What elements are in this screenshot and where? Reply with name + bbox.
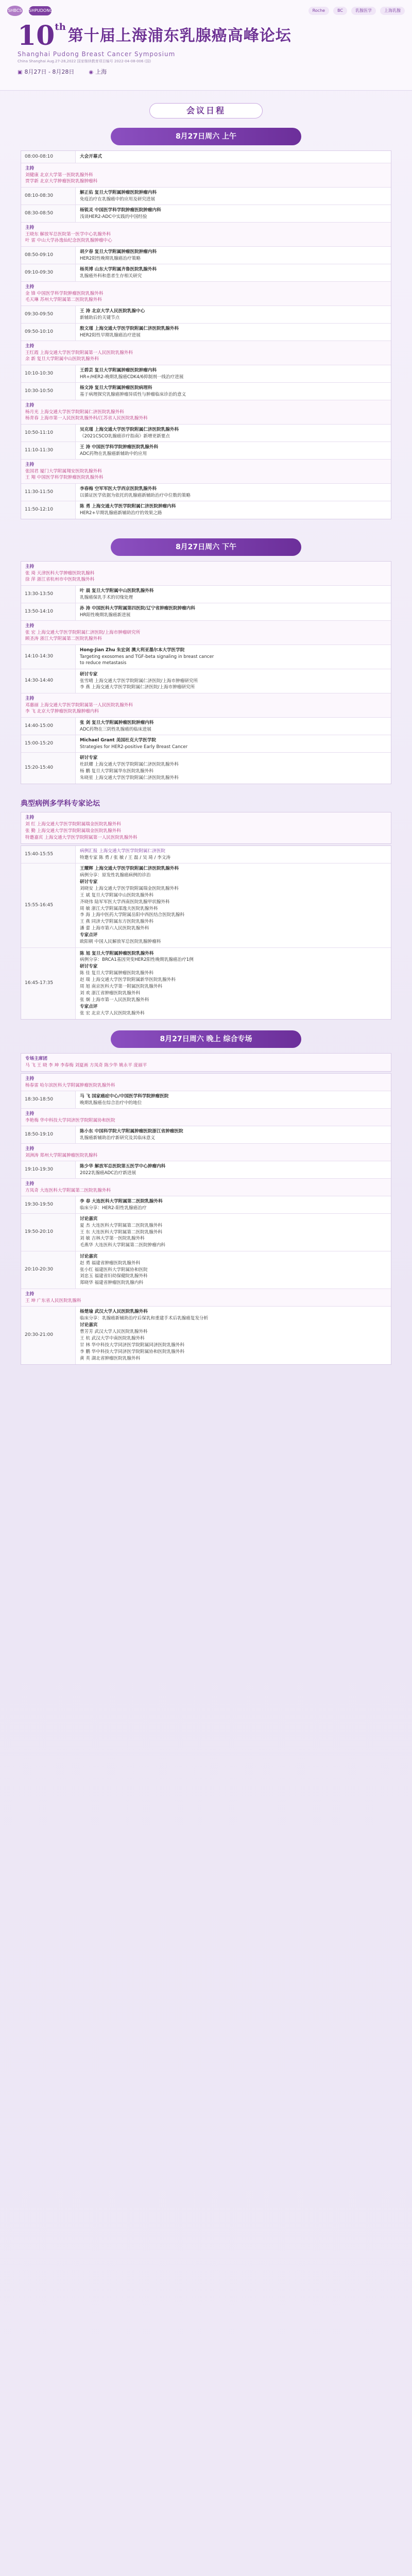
title-row — [18, 20, 394, 52]
agenda-text: 杨月光 上海交通大学医学院附属仁济医院乳腺外科 — [25, 409, 124, 415]
talk-content — [76, 1251, 391, 1289]
agenda-text: 杨青春 上海市第一人民医院乳腺外科/江苏省人民医院乳腺外科 — [25, 416, 148, 421]
time-slot: 13:30-13:50 — [21, 586, 76, 603]
talk-content — [76, 863, 391, 947]
date: ▣ 8月27日 - 8月28日 — [18, 69, 75, 75]
date-location — [18, 68, 107, 77]
agenda-text: 王 涛 北京大学人民医院乳腺中心 — [80, 308, 145, 314]
agenda-text: 潘 蕾 上海市第六人民医院乳腺外科 — [80, 926, 149, 931]
agenda-row — [21, 205, 391, 223]
agenda-text: 主持 — [25, 696, 35, 701]
chair-row — [21, 163, 391, 188]
chair-block — [21, 1289, 391, 1306]
agenda-text: 孙 涛 中国医科大学附属第四医院/辽宁省肿瘤医院肿瘤内科 — [80, 605, 195, 611]
agenda-text: HR阳性晚期乳腺癌新进展 — [80, 612, 131, 618]
time-slot: 19:50-20:10 — [21, 1214, 76, 1251]
chair-block — [21, 1179, 391, 1196]
chair-row — [21, 621, 391, 645]
agenda-row — [21, 501, 391, 519]
time-slot: 13:50-14:10 — [21, 603, 76, 620]
agenda-text: Hong-Jian Zhu 朱宏剑 澳大利亚墨尔本大学医学院 — [80, 647, 185, 653]
agenda-text: 毛燕华 大连医科大学附属第二医院肿瘤内科 — [80, 1243, 166, 1248]
agenda-text: 专场主席团 — [25, 1056, 47, 1062]
agenda-text: 陈 勇 上海交通大学医学院附属仁济医院肿瘤内科 — [80, 504, 176, 510]
agenda-row — [21, 324, 391, 341]
agenda-text: 王 翔 中国医学科学院肿瘤医院乳腺外科 — [25, 475, 104, 481]
agenda-text: 王 东 大连医科大学附属第二医院乳腺外科 — [80, 1229, 163, 1235]
agenda-text: 张 炯 上海市第一人民医院乳腺外科 — [80, 997, 149, 1003]
time-slot: 15:40-15:55 — [21, 846, 76, 863]
agenda-text: 李 飞 北京大学肿瘤医院乳腺肿瘤内科 — [25, 709, 99, 715]
time-slot: 15:00-15:20 — [21, 735, 76, 752]
agenda-text: HER2阳性晚期乳腺癌治疗策略 — [80, 256, 141, 261]
agenda-text: 病例分享：原发性乳腺癌病例的诊治 — [80, 873, 151, 878]
time-slot: 14:40-15:00 — [21, 718, 76, 735]
talk-content — [76, 188, 391, 205]
agenda-text: 王 涛 中国医学科学院肿瘤医院乳腺外科 — [80, 444, 159, 450]
chair-row — [21, 223, 391, 247]
session-banner: 8月27日周六 上午 — [111, 128, 301, 145]
header — [0, 0, 412, 91]
agenda-text: 张 宏 上海交通大学医学院附属仁济医院/上海市肿瘤研究所 — [25, 630, 141, 635]
agenda-text: 周 敏 浙江大学附属邵逸夫医院乳腺外科 — [80, 906, 158, 911]
chair-block — [21, 163, 391, 187]
agenda-row — [21, 264, 391, 282]
agenda-text: 胡夕春 复旦大学附属肿瘤医院肿瘤内科 — [80, 249, 157, 255]
agenda-text: 主持 — [25, 1076, 35, 1081]
agenda-row — [21, 306, 391, 324]
agenda-text: 主持 — [25, 1146, 35, 1151]
chair-block — [21, 1054, 391, 1071]
agenda-text: 乳腺癌外科和患者生存相关研究 — [80, 273, 142, 279]
time-slot: 20:10-20:30 — [21, 1251, 76, 1289]
agenda-row — [21, 645, 391, 669]
agenda-text: HR+/HER2-晚期乳腺癌CDK4/6抑制剂一线治疗进展 — [80, 374, 184, 380]
time-slot: 14:30-14:40 — [21, 669, 76, 693]
time-slot: 19:30-19:50 — [21, 1196, 76, 1213]
talk-content — [76, 735, 391, 752]
agenda-text: 解正佑 复旦大学附属肿瘤医院肿瘤内科 — [80, 190, 157, 195]
talk-content — [76, 1214, 391, 1251]
chair-block — [21, 812, 391, 843]
agenda-table — [21, 1053, 391, 1072]
agenda-text: 晚期乳腺癌在综合治疗中的地位 — [80, 1100, 142, 1106]
session-banner: 8月27日周六 下午 — [111, 538, 301, 556]
chair-row — [21, 460, 391, 484]
agenda-text: 李 鹏 华中科技大学同济医学院附属协和医院乳腺外科 — [80, 1349, 185, 1354]
agenda-row — [21, 1161, 391, 1179]
logo-bar — [7, 5, 405, 16]
time-slot: 15:55-16:45 — [21, 863, 76, 947]
agenda-text: 夏 杰 大连医科大学附属第二医院乳腺外科 — [80, 1223, 163, 1228]
chair-block — [21, 1109, 391, 1126]
agenda-text: 李艳梅 华中科技大学同济医学院附属协和医院 — [25, 1117, 115, 1123]
time-slot: 14:10-14:30 — [21, 645, 76, 669]
agenda-text: 研讨专家 — [80, 671, 98, 677]
agenda-text: 殷文瑾 上海交通大学医学院附属仁济医院乳腺外科 — [80, 326, 179, 331]
talk-content — [76, 753, 391, 784]
chair-row — [21, 1109, 391, 1126]
agenda-text: 专家点评 — [80, 1004, 98, 1009]
chair-row — [21, 1144, 391, 1161]
chair-row — [21, 400, 391, 425]
agenda-text: 基于病理探究乳腺癌肿瘤异质性与肿瘤临床诊治的意义 — [80, 392, 186, 397]
agenda-text: 陈 佳 复旦大学附属肿瘤医院乳腺外科 — [80, 971, 153, 976]
agenda-text: 郑晓华 福建省肿瘤医院乳腺内科 — [80, 1280, 144, 1286]
agenda-text: 主持 — [25, 225, 35, 230]
agenda-text: 金 锋 中国医学科学院肿瘤医院乳腺外科 — [25, 291, 104, 296]
agenda-row — [21, 442, 391, 460]
agenda-text: 刘洲涛 郑州大学附属肿瘤医院乳腺科 — [25, 1153, 98, 1158]
agenda-text: 杜跃耀 上海交通大学医学院附属仁济医院乳腺外科 — [80, 762, 179, 768]
agenda-text: 叶 晨 复旦大学附属中山医院乳腺外科 — [80, 588, 154, 594]
agenda-text: 王 杭 武汉大学中南医院乳腺外科 — [80, 1336, 145, 1341]
agenda-text: 甘 林 华中科技大学同济医学院附属同济医院乳腺外科 — [80, 1342, 185, 1348]
agenda-text: 赵 瑞 上海交通大学医学院附属新华医院乳腺外科 — [80, 977, 176, 983]
talk-content — [76, 669, 391, 693]
agenda-text: Michael Grant 美国杜克大学医学院 — [80, 737, 156, 743]
agenda-row — [21, 863, 391, 948]
agenda-row — [21, 669, 391, 693]
talk-content — [76, 1196, 391, 1213]
agenda-text: 顾圣涛 浙江大学附属第二医院乳腺外科 — [25, 636, 102, 642]
chair-row — [21, 693, 391, 718]
agenda-text: 杨英博 山东大学附属齐鲁医院乳腺外科 — [80, 266, 157, 272]
talk-content — [76, 264, 391, 281]
agenda-text: 马 飞 王 晓 李 坤 李春梅 刘夏画 方凤奇 陈少华 姚永平 庞丽平 — [25, 1063, 147, 1068]
calendar-icon: ▣ — [18, 69, 23, 75]
agenda-text: 朱晓星 上海交通大学医学院附属仁济医院乳腺外科 — [80, 775, 179, 781]
agenda-text: 李 海 上海中医药大学附属岳阳中西医结合医院乳腺科 — [80, 912, 185, 918]
time-slot: 09:30-09:50 — [21, 306, 76, 323]
chair-row — [21, 341, 391, 365]
chair-block — [21, 693, 391, 717]
agenda-text: 主持 — [25, 344, 35, 349]
talk-content — [76, 365, 391, 382]
page-title-en: Shanghai Pudong Breast Cancer Symposium — [18, 50, 176, 58]
agenda-text: 刘忠玉 福建省妇幼保健院乳腺外科 — [80, 1274, 148, 1279]
agenda-text: 陈小东 中国科学院大学附属肿瘤医院浙江省肿瘤医院 — [80, 1128, 183, 1134]
agenda-text: 主持 — [25, 1111, 35, 1116]
time-slot: 09:10-09:30 — [21, 264, 76, 281]
agenda-text: 王碧芸 复旦大学附属肿瘤医院肿瘤内科 — [80, 367, 157, 373]
location: ◉ 上海 — [89, 69, 107, 75]
agenda-text: 张小红 福建医科大学附属协和医院 — [80, 1267, 148, 1273]
agenda-row — [21, 735, 391, 753]
agenda-row — [21, 247, 391, 264]
talk-content — [76, 1126, 391, 1143]
time-slot: 08:50-09:10 — [21, 247, 76, 264]
agenda-text: 2022乳腺癌ADC治疗新进展 — [80, 1170, 136, 1176]
agenda-text: 曹芳芳 武汉大学人民医院乳腺外科 — [80, 1329, 148, 1335]
agenda-text: ADC药物在乳腺癌新辅助中的应用 — [80, 451, 147, 456]
time-slot: 11:50-12:10 — [21, 501, 76, 519]
talk-content — [76, 586, 391, 603]
agenda-row — [21, 1251, 391, 1289]
agenda-text: 李 春 大连医科大学附属第二医院乳腺外科 — [80, 1198, 163, 1204]
time-slot: 08:30-08:50 — [21, 205, 76, 222]
agenda-text: 杨文涛 复旦大学附属肿瘤医院病理科 — [80, 385, 152, 391]
agenda-text: 王耀辉 上海交通大学医学院附属仁济医院乳腺外科 — [80, 866, 179, 872]
agenda-text: 赵 勇 福建省肿瘤医院乳腺外科 — [80, 1260, 141, 1266]
agenda-text: 刘 欢 浙江省肿瘤医院乳腺外科 — [80, 990, 141, 996]
time-slot: 10:30-10:50 — [21, 383, 76, 400]
agenda-text: 王 坤 广东省人民医院乳腺科 — [25, 1298, 81, 1303]
chair-block — [21, 400, 391, 424]
talk-content — [76, 501, 391, 519]
talk-content — [76, 645, 391, 669]
agenda-text: 张 宏 北京大学人民医院乳腺外科 — [80, 1010, 145, 1016]
talk-content — [76, 718, 391, 735]
time-slot: 15:20-15:40 — [21, 753, 76, 784]
chair-block — [21, 1144, 391, 1161]
agenda-text: 张 勤 上海交通大学医学院附属瑞金医院乳腺外科 — [25, 828, 121, 834]
talk-content — [76, 306, 391, 323]
agenda-text: 王 斌 复旦大学附属中山医院乳腺外科 — [80, 892, 153, 898]
agenda-text: 研讨专家 — [80, 755, 98, 761]
talk-content — [76, 425, 391, 442]
sponsor-logos — [308, 7, 405, 15]
agenda-table — [21, 561, 391, 784]
agenda-text: 临床分享：HER2-阳性乳腺癌治疗 — [80, 1205, 147, 1211]
agenda-row — [21, 586, 391, 603]
agenda-text: 浅谈HER2-ADC中实践的中国经验 — [80, 214, 147, 219]
agenda-text: 大会开幕式 — [80, 154, 102, 160]
talk-content — [76, 205, 391, 222]
agenda-text: Targeting exosomes and TGF-beta signaling in breast cancer — [80, 654, 214, 659]
chair-block — [21, 223, 391, 246]
time-slot: 09:50-10:10 — [21, 324, 76, 341]
agenda-text: 讨论嘉宾 — [80, 1216, 98, 1222]
agenda-row — [21, 846, 391, 863]
agenda-text: 临床分享：乳腺癌新辅助治疗后保乳和重建手术后乳腺癌复发分析 — [80, 1316, 209, 1321]
chair-block — [21, 621, 391, 645]
agenda-row — [21, 1214, 391, 1251]
agenda-text: 徐 萍 浙江省杭州市中医院乳腺外科 — [25, 577, 95, 583]
agenda-text: 方凤奇 大连医科大学附属第二医院乳腺外科 — [25, 1188, 111, 1193]
location-pin-icon: ◉ — [89, 69, 94, 75]
agenda-text: 新辅助后的关键节点 — [80, 315, 120, 320]
agenda-text: 刘晓安 上海交通大学医学院附属瑞金医院乳腺外科 — [80, 886, 179, 891]
agenda-text: 乳腺癌新辅助治疗新研究及其临床意义 — [80, 1135, 156, 1141]
sponsor-logo: BC — [333, 7, 347, 15]
agenda-text: Strategies for HER2-positive Early Breast Cancer — [80, 744, 188, 750]
session-banner: 8月27日周六 晚上 综合专场 — [111, 1030, 301, 1048]
agenda-text: 杨春雷 哈尔滨医科大学附属肿瘤医院乳腺外科 — [25, 1082, 115, 1088]
sponsor-logo: 乳腺医学 — [351, 7, 376, 15]
chair-block — [21, 562, 391, 585]
edition-number: 10th — [18, 20, 66, 52]
talk-content — [76, 383, 391, 400]
talk-content — [76, 442, 391, 459]
agenda-row — [21, 603, 391, 621]
time-slot: 08:10-08:30 — [21, 188, 76, 205]
chair-row — [21, 282, 391, 306]
agenda-text: 陈 旭 复旦大学附属肿瘤医院乳腺外科 — [80, 951, 154, 956]
agenda-text: 研讨专家 — [80, 879, 98, 885]
agenda-text: 研讨专家 — [80, 964, 98, 970]
time-slot: 19:10-19:30 — [21, 1161, 76, 1178]
agenda-text: 吴克瑾 上海交通大学医学院附属仁济医院乳腺外科 — [80, 427, 179, 432]
page-title: 第十届上海浦东乳腺癌高峰论坛 — [67, 27, 291, 45]
talk-content — [76, 846, 391, 863]
agenda-text: 主持 — [25, 564, 35, 569]
agenda-text: 讨论嘉宾 — [80, 1253, 98, 1259]
agenda-table — [21, 812, 391, 844]
agenda-text: 特邀专家 陈 勇 / 张 敏 / 王 磊 / 吴 琦 / 李文涛 — [80, 855, 171, 860]
time-slot: 08:00-08:10 — [21, 151, 76, 163]
talk-content — [76, 1307, 391, 1364]
agenda-text: 张国君 厦门大学附属翔安医院乳腺外科 — [25, 468, 102, 474]
agenda-text: 《2021CSCO乳腺癌诊疗指南》新增更新要点 — [80, 433, 170, 439]
agenda-text: HER2阳性早期乳腺癌治疗进展 — [80, 332, 141, 338]
agenda-text: 主持 — [25, 815, 35, 821]
agenda-text: 以循证医学依据为依托的乳腺癌新辅助治疗中位数的策略 — [80, 493, 191, 498]
chair-block — [21, 1074, 391, 1091]
talk-content — [76, 1161, 391, 1178]
time-slot: 20:30-21:00 — [21, 1307, 76, 1364]
project-number: China Shanghai Aug.27-28,2022 国家继续教育项目编号 2022-04-08-006 (国) — [18, 59, 151, 63]
agenda-text: 刘 红 上海交通大学医学院附属瑞金医院乳腺外科 — [25, 822, 121, 827]
agenda-text: 主持 — [25, 462, 35, 467]
agenda-text: 贾学新 北京大学肿瘤医院乳腺肿瘤科 — [25, 179, 98, 184]
agenda-text: 邓惠丽 上海交通大学医学院附属第一人民医院乳腺外科 — [25, 702, 133, 708]
agenda-text: 余 新 复旦大学附属中山医院乳腺外科 — [25, 357, 99, 362]
agenda-row — [21, 151, 391, 163]
agenda-text: HER2+早期乳腺癌新辅助治疗的效果之路 — [80, 511, 162, 516]
agenda-row — [21, 1307, 391, 1364]
chair-row — [21, 1054, 391, 1071]
agenda-row — [21, 425, 391, 442]
agenda-text: 李 燕 上海交通大学医学院附属仁济医院/上海市肿瘤研究所 — [80, 685, 195, 690]
agenda-row — [21, 188, 391, 205]
agenda-text: 齐晓伟 陆军军医大学西南医院乳腺甲状腺外科 — [80, 899, 170, 905]
talk-content — [76, 603, 391, 620]
agenda-text: 乳腺癌保乳手术的切缘处理 — [80, 595, 133, 600]
agenda-text: 特邀嘉宾 上海交通大学医学院附属第一人民医院乳腺外科 — [25, 835, 138, 840]
agenda-text: 主持 — [25, 166, 35, 171]
sponsor-logo: Roche — [308, 7, 329, 15]
agenda-text: 叶 雷 中山大学孙逸仙纪念医院乳腺肿瘤中心 — [25, 238, 112, 244]
agenda-text: 杨 鹏 复旦大学附属华东医院乳腺外科 — [80, 769, 153, 774]
agenda-text: 王 燕 同济大学附属东方医院乳腺外科 — [80, 919, 153, 925]
agenda-title: 会议日程 — [149, 103, 263, 118]
agenda-text: 刘 敏 吉林大学第一医院乳腺外科 — [80, 1236, 145, 1242]
talk-content — [76, 1091, 391, 1108]
agenda-text: 病例分享：BRCA1基因突变HER2阳性晚期乳腺癌治疗1例 — [80, 957, 194, 963]
agenda-row — [21, 1091, 391, 1109]
chair-row — [21, 812, 391, 843]
agenda-text: 王晓东 解放军总医院第一医学中心乳腺外科 — [25, 231, 111, 237]
talk-content — [76, 151, 391, 163]
organizer-logo: SHBCS — [7, 6, 23, 16]
agenda-text: 张 琦 天津医科大学肿瘤医院乳腺科 — [25, 570, 95, 576]
agenda-text: to reduce metastasis — [80, 660, 127, 666]
time-slot: 11:30-11:50 — [21, 484, 76, 501]
agenda-text: 主持 — [25, 623, 35, 629]
mdt-title: 典型病例多学科专家论坛 — [21, 800, 100, 808]
agenda-row — [21, 718, 391, 735]
agenda-text: 主持 — [25, 1181, 35, 1187]
agenda-text: ADC药物在三阴性乳腺癌的临床进展 — [80, 726, 151, 732]
chair-row — [21, 1289, 391, 1307]
time-slot: 18:30-18:50 — [21, 1091, 76, 1108]
time-slot: 18:50-19:10 — [21, 1126, 76, 1143]
chair-block — [21, 341, 391, 365]
talk-content — [76, 247, 391, 264]
agenda-text: 主持 — [25, 284, 35, 290]
pudong-logo: SHPUDONG — [29, 6, 52, 15]
agenda-row — [21, 948, 391, 1019]
agenda-text: 主持 — [25, 403, 35, 408]
agenda-text: 免疫治疗在乳腺癌中的应用及研究进展 — [80, 196, 156, 202]
agenda-text: 王红霞 上海交通大学医学院附属第一人民医院乳腺外科 — [25, 350, 133, 355]
agenda-table — [21, 150, 391, 519]
agenda-text: 刘健康 北京大学第一医院乳腺外科 — [25, 172, 93, 178]
time-slot: 10:50-11:10 — [21, 425, 76, 442]
agenda-text: 马 飞 国家癌症中心/中国医学科学院肿瘤医院 — [80, 1093, 169, 1099]
agenda-text: 李春梅 空军军医大学西京医院乳腺外科 — [80, 486, 157, 492]
agenda-row — [21, 383, 391, 400]
agenda-row — [21, 753, 391, 784]
talk-content — [76, 484, 391, 501]
time-slot: 10:10-10:30 — [21, 365, 76, 382]
agenda-table — [21, 1073, 391, 1365]
agenda-row — [21, 484, 391, 501]
agenda-text: 欧阳朝 中国人民解放军总医院乳腺肿瘤科 — [80, 939, 161, 944]
chair-block — [21, 460, 391, 483]
agenda-text: 陈少华 解放军总医院第五医学中心肿瘤内科 — [80, 1163, 166, 1169]
agenda-row — [21, 1126, 391, 1144]
agenda-text: 讨论嘉宾 — [80, 1323, 98, 1328]
agenda-text: 毛天琳 苏州大学附属第二医院乳腺外科 — [25, 297, 102, 303]
agenda-text: 张雪晴 上海交通大学医学院附属仁济医院/上海市肿瘤研究所 — [80, 678, 198, 684]
time-slot: 16:45-17:35 — [21, 948, 76, 1019]
agenda-text: 病例汇报 上海交通大学医学院附属仁济医院 — [80, 848, 166, 854]
chair-row — [21, 562, 391, 586]
agenda-text: 黄 英 湖北省肿瘤医院乳腺外科 — [80, 1355, 141, 1361]
agenda-text: 杨锐灵 中国医学科学院肿瘤医院肿瘤内科 — [80, 207, 161, 213]
agenda-text: 专家点评 — [80, 933, 98, 938]
agenda-row — [21, 1196, 391, 1214]
agenda-text: 杨楚瑜 武汉大学人民医院乳腺外科 — [80, 1309, 148, 1315]
time-slot: 11:10-11:30 — [21, 442, 76, 459]
agenda-row — [21, 365, 391, 383]
agenda-text: 张 剑 复旦大学附属肿瘤医院肿瘤内科 — [80, 720, 154, 725]
talk-content — [76, 948, 391, 1019]
agenda-table — [21, 845, 391, 1020]
chair-row — [21, 1074, 391, 1091]
sponsor-logo: 上海乳腺 — [380, 7, 405, 15]
talk-content — [76, 324, 391, 341]
chair-row — [21, 1179, 391, 1196]
agenda-text: 周 旭 南京医科大学第一附属医院乳腺外科 — [80, 984, 163, 989]
chair-block — [21, 282, 391, 306]
agenda-text: 主持 — [25, 1292, 35, 1297]
